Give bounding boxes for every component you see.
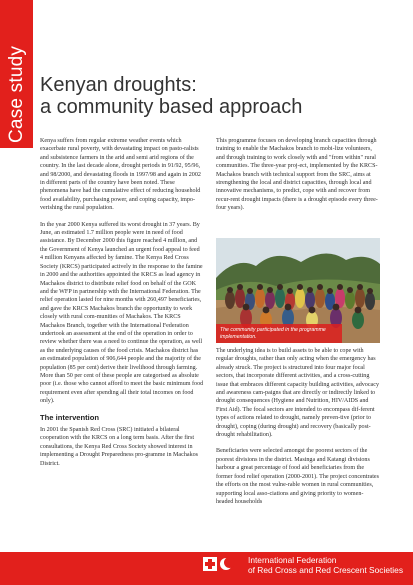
organization-name-line-2: of Red Cross and Red Crescent Societies (248, 564, 404, 575)
case-study-banner (0, 0, 33, 148)
red-cross-logo (203, 557, 217, 571)
case-study-label: Case study (6, 45, 27, 143)
body-paragraph: This programme focuses on developing branch capacities through training to enable the Machakos branch to mobi-lize volunteers, and through training to work closely with and "from within" rural communities. The three-year proj-ect, implemented by the KRCS-Machakos branch with technical support from the SRC, aims at strengthening the local and district capacities, through local and innovative mechanisms, to predict, cope with and recover from recur-rent drought impacts (there is a drought episode every three-four years). (216, 138, 378, 212)
photo-caption: The community participated in the programme implementation. (216, 324, 342, 343)
page-title (40, 74, 302, 118)
body-paragraph: In 2001 the Spanish Red Cross (SRC) initiated a bilateral cooperation with the KRCS on a long term basis. After the first consultations, the Kenya Red Cross Society showed interest in implementing a Drought Preparedness pro-gramme in Machakos District. (40, 427, 199, 467)
organization-name-line-1: International Federation (248, 555, 337, 565)
title-line-2: a community based approach (40, 96, 303, 118)
organization-name (248, 556, 408, 575)
column-right-top (216, 137, 380, 221)
title-line-1: Kenyan droughts: (40, 74, 197, 96)
body-paragraph: The underlying idea is to build assets to be able to cope with regular droughts, rather than only acting when the emergency has already struck. The project is structured into four major focal sectors, that incorporate different activities, and a cross-cutting issue that embraces different capacity building activities, advocacy and awareness cam-paigns that are directly or indirectly linked to drought consequences (Hygiene and Nutrition, HIV/AIDS and First Aid). The focal sectors are intended to encompass dif-ferent types of actions related to drought, namely preven-tive (prior to drought), coping (during drought) and recovery (basically post-drought rehabilitation). (216, 348, 380, 439)
column-right-bottom (216, 347, 380, 514)
column-left (40, 137, 204, 476)
section-heading-intervention: The intervention (40, 412, 100, 422)
body-paragraph: Beneficiaries were selected amongst the poorest sectors of the poorest divisions in the district. Masinga and Katangi divisions harbour a great percentage of food aid beneficiaries from the former food relief operation (2000-2001). The project concentrates the efforts on the most vulne-rable women in rural communities, supporting local asso-ciations and giving priority to women-headed households (216, 448, 379, 505)
community-photo (216, 238, 380, 343)
body-paragraph: Kenya suffers from regular extreme weather events which exacerbate rural poverty, with devastating impact on pasto-ralists and subsistence farmers in the arid and semi arid regions of the country. In the last decade alone, drought periods in 91/92, 95/96, and 98/2000, and devastating floods in 1997/98 and again in 2002 in different parts of the country have been noted. These phenomena have had the cumulative effect of reducing household food availability, purchasing power, and coping capacity, impo-verishing the rural population. (40, 138, 201, 212)
body-paragraph: In the year 2000 Kenya suffered its worst drought in 37 years. By June, an estimated 1.7 million people were in need of food assistance. By December 2000 this figure reached 4 million, and the Government of Kenya launched an urgent food appeal to feed 4 million Kenyans affected by famine. The Kenya Red Cross Society (KRCS) participated actively in the response to the famine in 2000 and the authorities appointed the KRCS as lead agency in Machakos district to distribute relief food on behalf of the GOK and the WFP in partnership with the International Federation. The relief operation lasted for nine months with 260,497 beneficiaries, and gave the KRCS Machakos branch the opportunity to work closely with rural com-munities of Machakos. The KRCS Machakos Branch, together with the International Federation undertook an assessment at the end of the operation in order to review whether there was a need to continue the operation, as well as the underlying causes of the food crisis. Machakos district has an estimated population of 906,644 people and the majority of the population (85 per cent) derive their livelihood through farming. More than 50 per cent of these people are categorised as absolute poor (i.e. those who cannot afford to meet the basic minimum food requirement even after spending all their total incomes on food only). (40, 221, 204, 405)
